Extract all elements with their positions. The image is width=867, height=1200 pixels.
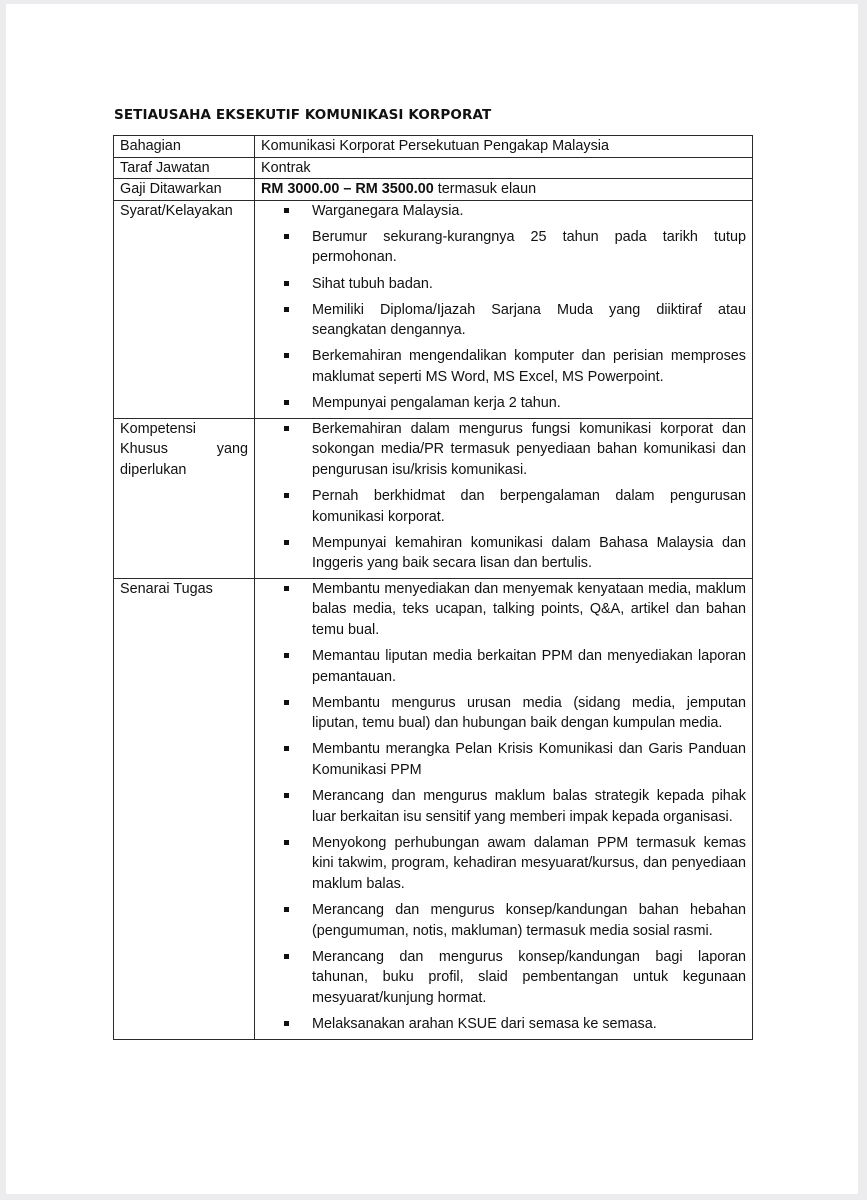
gaji-amount: RM 3000.00 – RM 3500.00 <box>261 181 434 198</box>
table-row <box>114 157 753 179</box>
list-item: Berkemahiran dalam mengurus fungsi komunikasi korporat dan sokongan media/PR termasuk penyediaan bahan komunikasi dan pengurusan isu/krisis komunikasi. <box>261 419 746 481</box>
syarat-label: Syarat/Kelayakan <box>114 200 255 418</box>
kompetensi-label-word: yang <box>216 441 248 458</box>
list-item: Memiliki Diploma/Ijazah Sarjana Muda yang diiktiraf atau seangkatan dengannya. <box>261 300 746 341</box>
list-item: Melaksanakan arahan KSUE dari semasa ke semasa. <box>261 1014 746 1035</box>
list-item: Berkemahiran mengendalikan komputer dan perisian memproses maklumat seperti MS Word, MS Excel, MS Powerpoint. <box>261 346 746 387</box>
job-details-table <box>113 135 753 1040</box>
list-item: Mempunyai pengalaman kerja 2 tahun. <box>261 393 746 414</box>
kompetensi-label <box>114 418 255 578</box>
bahagian-value: Komunikasi Korporat Persekutuan Pengakap Malaysia <box>255 136 753 158</box>
kompetensi-label-word: Khusus <box>120 441 168 458</box>
gaji-value <box>255 179 753 201</box>
table-row <box>114 578 753 1039</box>
document-page <box>6 4 858 1194</box>
list-item: Merancang dan mengurus konsep/kandungan bagi laporan tahunan, buku profil, slaid pembentangan untuk kegunaan mesyuarat/kunjung hormat. <box>261 947 746 1009</box>
gaji-label: Gaji Ditawarkan <box>114 179 255 201</box>
kompetensi-label-line: diperlukan <box>120 461 187 478</box>
list-item: Berumur sekurang-kurangnya 25 tahun pada tarikh tutup permohonan. <box>261 227 746 268</box>
kompetensi-list <box>261 419 746 578</box>
list-item: Membantu mengurus urusan media (sidang media, jemputan liputan, temu bual) dan hubungan baik dengan kumpulan media. <box>261 693 746 734</box>
list-item: Merancang dan mengurus maklum balas strategik kepada pihak luar berkaitan isu sensitif yang memberi impak kepada organisasi. <box>261 786 746 827</box>
list-item: Menyokong perhubungan awam dalaman PPM termasuk kemas kini takwim, program, kehadiran mesyuarat/kursus, dan penyediaan maklum balas. <box>261 833 746 895</box>
list-item: Membantu merangka Pelan Krisis Komunikasi dan Garis Panduan Komunikasi PPM <box>261 739 746 780</box>
list-item: Membantu menyediakan dan menyemak kenyataan media, maklum balas media, teks ucapan, talking points, Q&A, artikel dan bahan temu bual. <box>261 579 746 641</box>
list-item: Mempunyai kemahiran komunikasi dalam Bahasa Malaysia dan Inggeris yang baik secara lisan dan bertulis. <box>261 533 746 574</box>
table-row <box>114 136 753 158</box>
bahagian-label: Bahagian <box>114 136 255 158</box>
tugas-label: Senarai Tugas <box>114 578 255 1039</box>
list-item: Warganegara Malaysia. <box>261 201 746 222</box>
table-row <box>114 179 753 201</box>
tugas-list <box>261 579 746 1039</box>
gaji-note: termasuk elaun <box>433 181 537 198</box>
list-item: Memantau liputan media berkaitan PPM dan menyediakan laporan pemantauan. <box>261 646 746 687</box>
kompetensi-label-line: Kompetensi <box>120 420 196 437</box>
list-item: Pernah berkhidmat dan berpengalaman dalam pengurusan komunikasi korporat. <box>261 486 746 527</box>
table-row <box>114 418 753 578</box>
taraf-value: Kontrak <box>255 157 753 179</box>
document-title: SETIAUSAHA EKSEKUTIF KOMUNIKASI KORPORAT <box>114 107 492 123</box>
table-row <box>114 200 753 418</box>
list-item: Sihat tubuh badan. <box>261 274 746 295</box>
syarat-list <box>261 201 746 418</box>
taraf-label: Taraf Jawatan <box>114 157 255 179</box>
list-item: Merancang dan mengurus konsep/kandungan bahan hebahan (pengumuman, notis, makluman) termasuk media sosial rasmi. <box>261 900 746 941</box>
